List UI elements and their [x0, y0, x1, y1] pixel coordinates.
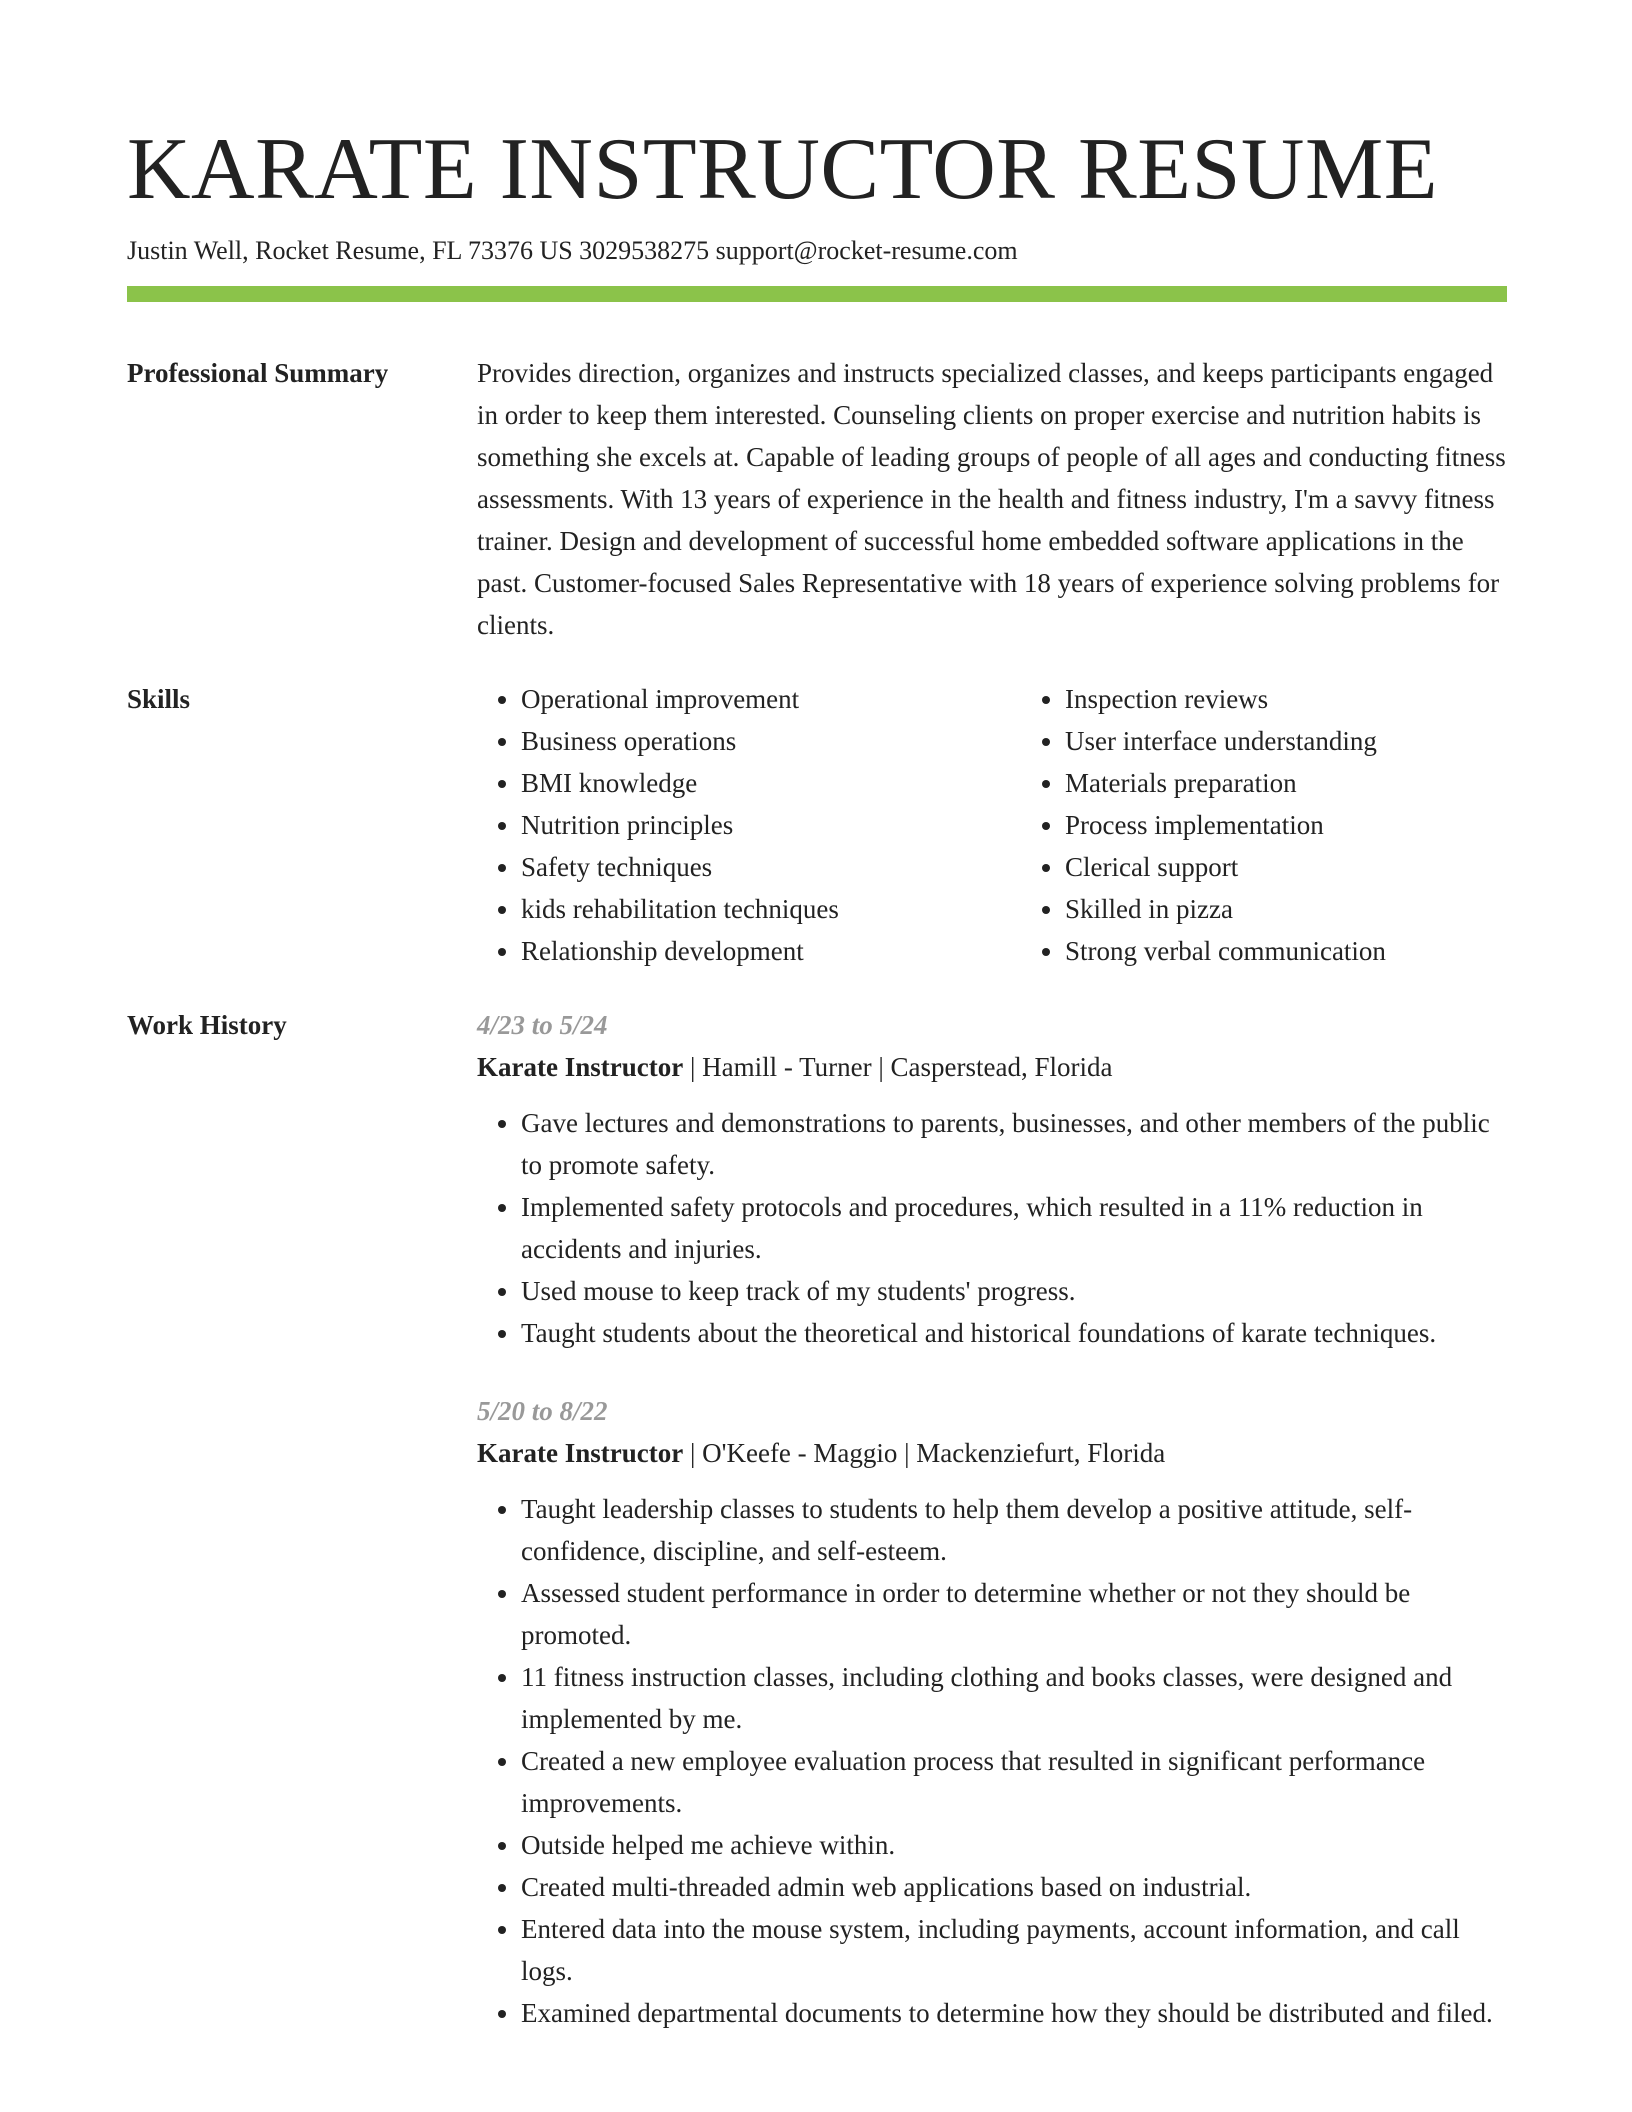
job-bullet: • Implemented safety protocols and procedures, which resulted in a 11% reduction in accidents and injuries. [521, 1186, 1507, 1270]
job-bullet: • Gave lectures and demonstrations to parents, businesses, and other members of the public to promote safety. [521, 1102, 1507, 1186]
job-bullet: • Taught leadership classes to students to help them develop a positive attitude, self-confidence, discipline, and self-esteem. [521, 1488, 1507, 1572]
job-title: Karate Instructor [477, 1438, 684, 1468]
contact-line: Justin Well, Rocket Resume, FL 73376 US 3029538275 support@rocket-resume.com [127, 236, 1018, 265]
professional-summary-section [127, 352, 1507, 646]
job-bullets [477, 1102, 1507, 1354]
skill-item: • Inspection reviews [1065, 678, 1565, 720]
skill-item: • BMI knowledge [521, 762, 1021, 804]
skill-item: • Business operations [521, 720, 1021, 762]
skills-columns [477, 678, 1565, 972]
job-details: | Hamill - Turner | Casperstead, Florida [683, 1052, 1113, 1082]
skill-item: • Relationship development [521, 930, 1021, 972]
accent-divider [127, 286, 1507, 302]
job-bullet: • Created a new employee evaluation process that resulted in significant performance improvements. [521, 1740, 1507, 1824]
skill-item: • Process implementation [1065, 804, 1565, 846]
job-bullet: • Used mouse to keep track of my students' progress. [521, 1270, 1507, 1312]
job-dates: 5/20 to 8/22 [477, 1396, 608, 1426]
skill-item: • User interface understanding [1065, 720, 1565, 762]
job-dates: 4/23 to 5/24 [477, 1010, 608, 1040]
section-label: Professional Summary [127, 358, 389, 388]
job-entry [477, 1004, 1507, 1354]
job-bullet: • Assessed student performance in order to determine whether or not they should be promoted. [521, 1572, 1507, 1656]
job-bullet: • Entered data into the mouse system, including payments, account information, and call logs. [521, 1908, 1507, 1992]
job-bullet: • Outside helped me achieve within. [521, 1824, 1507, 1866]
job-heading [477, 1046, 1507, 1088]
skill-item: • Strong verbal communication [1065, 930, 1565, 972]
resume-title: KARATE INSTRUCTOR RESUME [127, 121, 1438, 218]
job-details: | O'Keefe - Maggio | Mackenziefurt, Florida [683, 1438, 1166, 1468]
job-bullet: • Examined departmental documents to determine how they should be distributed and filed. [521, 1992, 1507, 2034]
skill-item: • Safety techniques [521, 846, 1021, 888]
skill-item: • kids rehabilitation techniques [521, 888, 1021, 930]
job-heading [477, 1432, 1507, 1474]
section-label: Work History [127, 1010, 287, 1040]
skills-list-right [1021, 678, 1565, 972]
job-bullet: • Created multi-threaded admin web applications based on industrial. [521, 1866, 1507, 1908]
skill-item: • Clerical support [1065, 846, 1565, 888]
summary-text: Provides direction, organizes and instructs specialized classes, and keeps participants engaged in order to keep them interested. Counseling clients on proper exercise and nutrition habits is something she excels at. Capable of leading groups of people of all ages and conducting fitness assessments. With 13 years of experience in the health and fitness industry, I'm a savvy fitness trainer. Design and development of successful home embedded software applications in the past. Customer-focused Sales Representative with 18 years of experience solving problems for clients. [477, 358, 1506, 640]
work-history-section [127, 1004, 1507, 2070]
skills-list-left [477, 678, 1021, 972]
section-label: Skills [127, 684, 191, 714]
job-bullets [477, 1488, 1507, 2034]
job-entry [477, 1390, 1507, 2034]
skill-item: • Operational improvement [521, 678, 1021, 720]
job-bullet: • 11 fitness instruction classes, including clothing and books classes, were designed and implemented by me. [521, 1656, 1507, 1740]
skills-section [127, 678, 1507, 972]
job-title: Karate Instructor [477, 1052, 684, 1082]
job-bullet: • Taught students about the theoretical and historical foundations of karate techniques. [521, 1312, 1507, 1354]
skill-item: • Nutrition principles [521, 804, 1021, 846]
skill-item: • Materials preparation [1065, 762, 1565, 804]
skill-item: • Skilled in pizza [1065, 888, 1565, 930]
